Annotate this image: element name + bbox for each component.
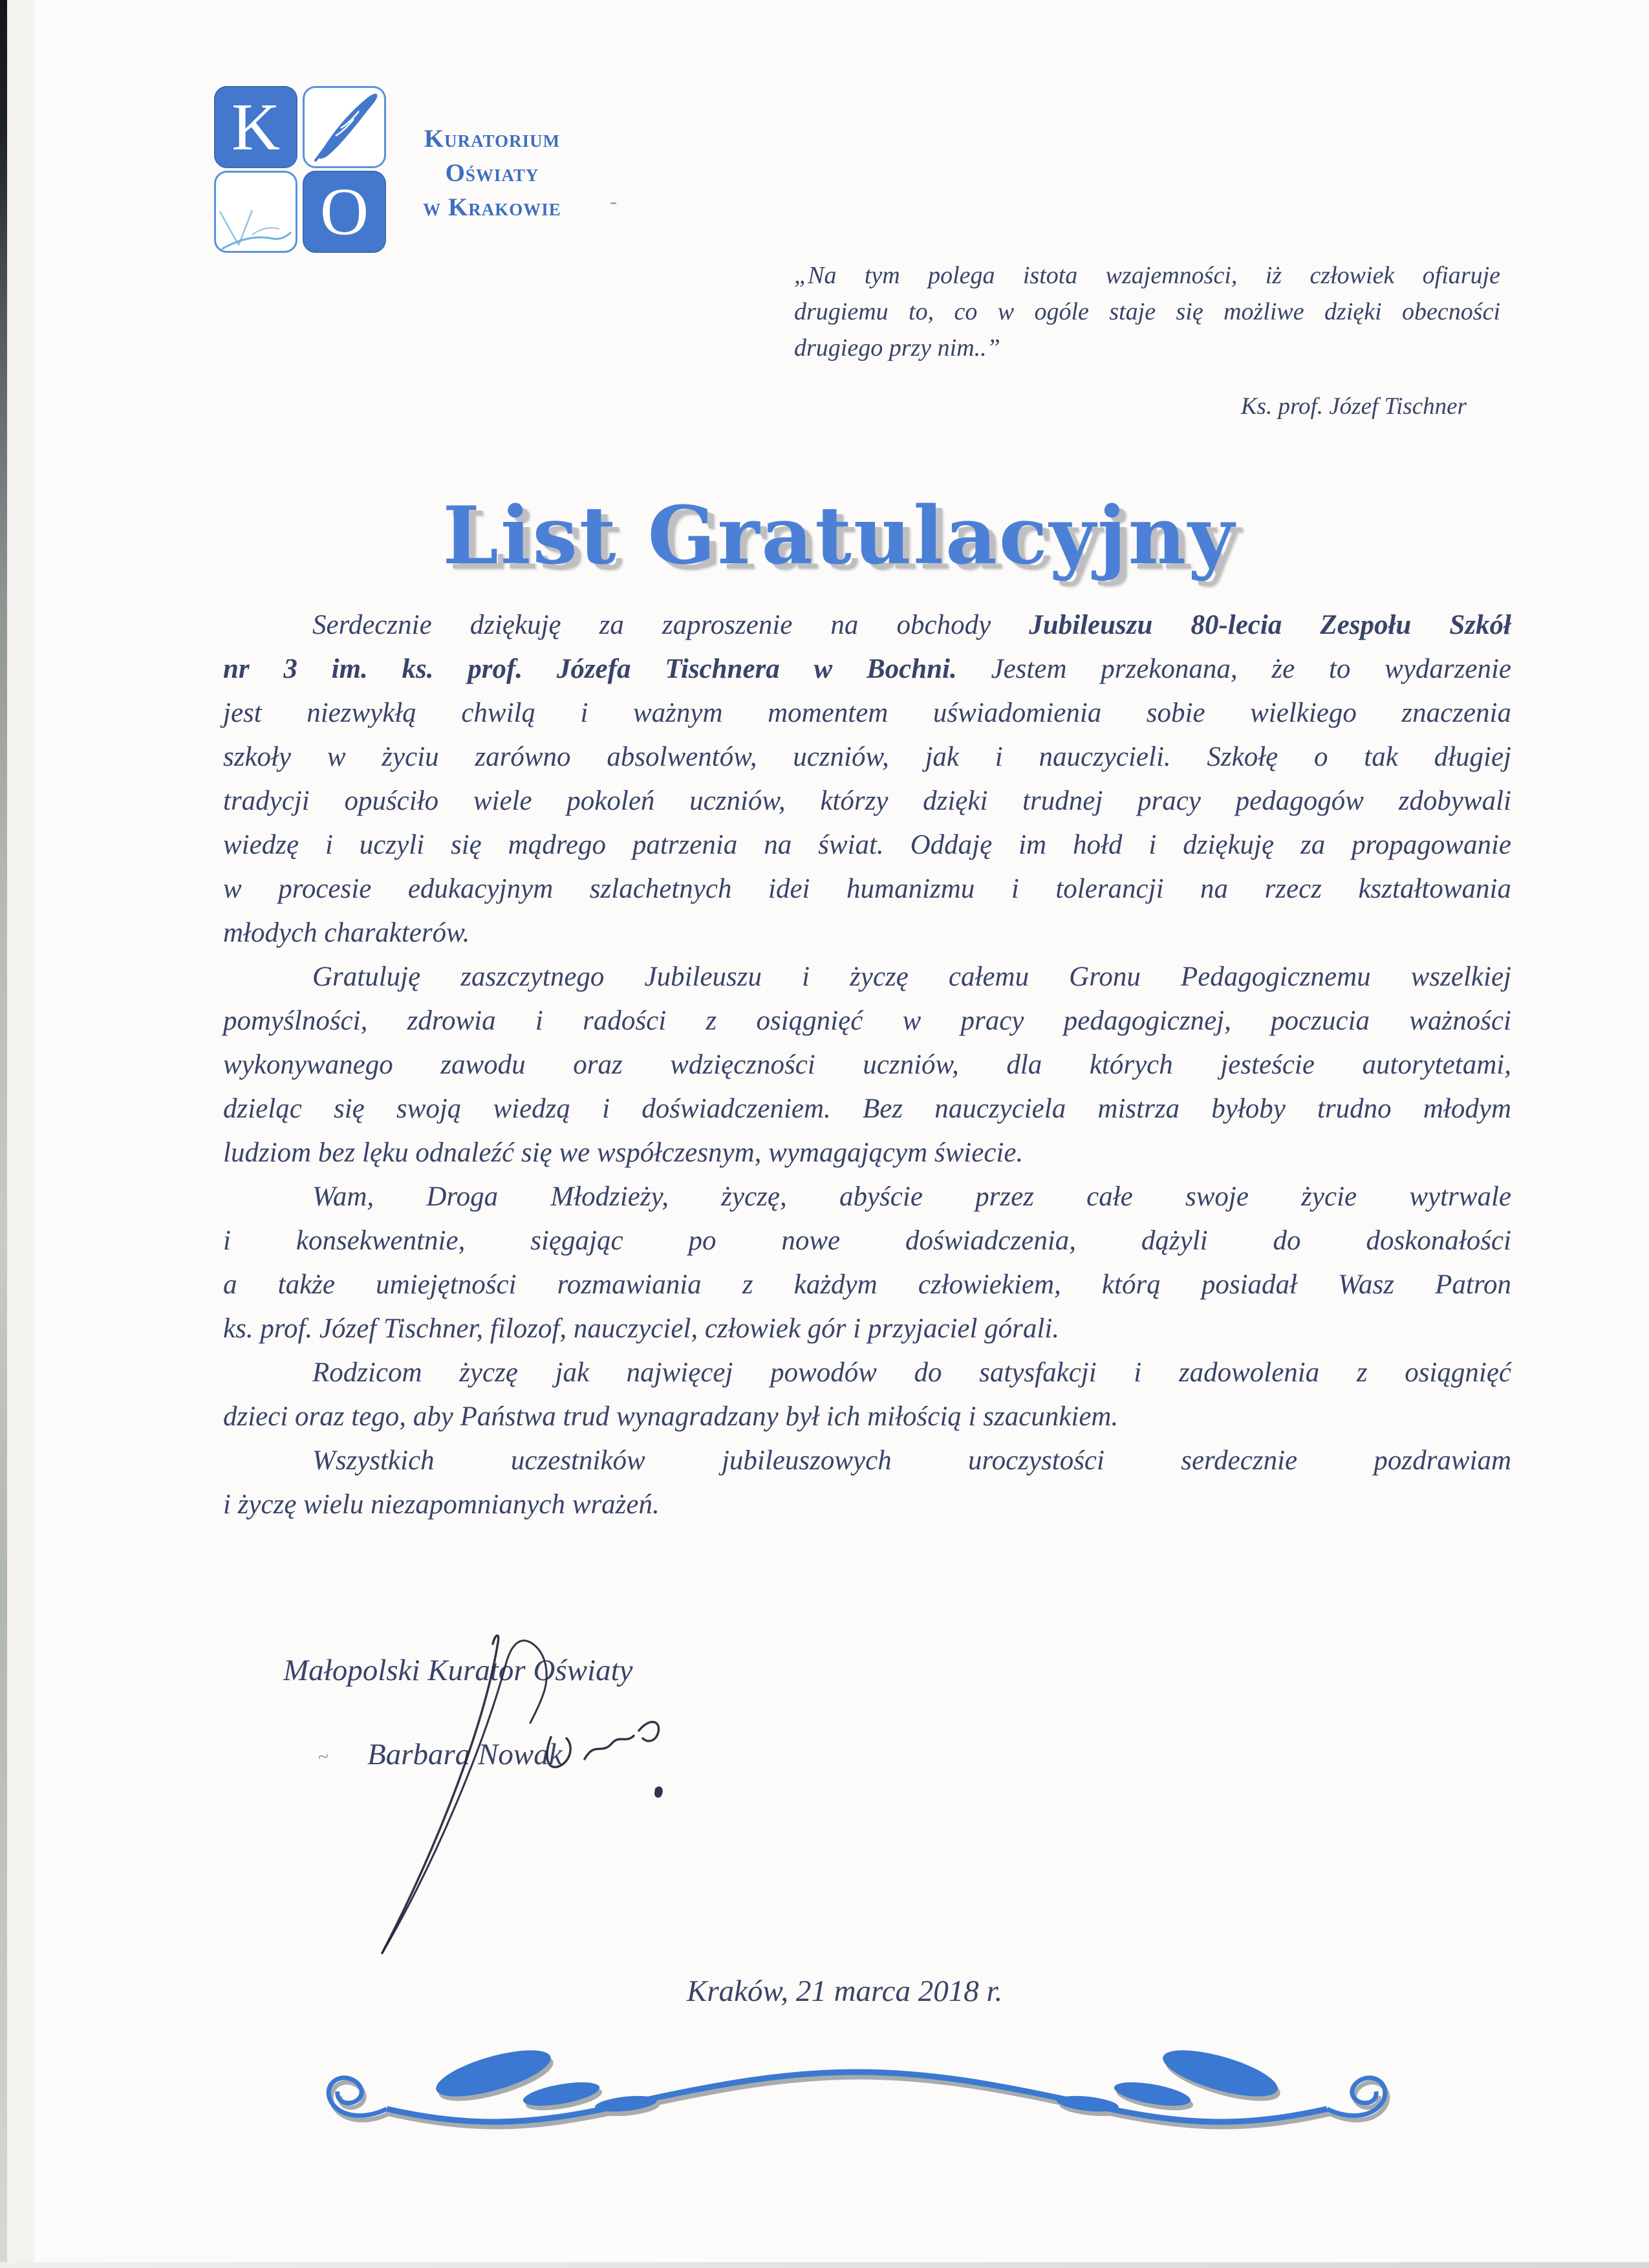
logo-grid xyxy=(214,86,386,253)
quote-line: drugiemu to, co w ogóle staje się możliwe dzięki obecności xyxy=(794,298,1500,325)
body-segment: tradycji opuściło wiele pokoleń uczniów, którzy dzięki trudnej pracy pedagogów zdobywali xyxy=(223,786,1511,816)
body-line xyxy=(223,647,1511,691)
flourish-main xyxy=(329,2042,1385,2122)
body-segment: młodych charakterów. xyxy=(223,918,470,948)
body-line xyxy=(223,1395,1511,1439)
body-line xyxy=(223,1131,1511,1175)
body-segment: wykonywanego zawodu oraz wdzięczności uczniów, dla których jesteście autorytetami, xyxy=(223,1050,1511,1080)
body-segment: wiedzę i uczyli się mądrego patrzenia na świat. Oddaję im hołd i dziękuję za propagowanie xyxy=(223,830,1511,860)
handwritten-signature xyxy=(357,1568,693,1962)
flourish-divider xyxy=(309,2042,1405,2159)
body-line xyxy=(223,955,1511,999)
body-line xyxy=(223,1351,1511,1395)
logo-org-line-1: Kuratorium xyxy=(424,125,561,153)
dateline: Kraków, 21 marca 2018 r. xyxy=(687,1974,1003,2008)
body-segment: a także umiejętności rozmawiania z każdym człowiekiem, którą posiadał Wasz Patron xyxy=(223,1269,1511,1300)
signer-name: Barbara Nowak xyxy=(367,1738,563,1771)
body-line xyxy=(223,1483,1511,1527)
scan-dash-mark: - xyxy=(610,189,618,213)
page-title: List Gratulacyjny xyxy=(442,490,1236,583)
epigraph-quote xyxy=(794,257,1500,423)
logo-letter-o: O xyxy=(319,175,369,249)
body-segment-bold: Jubileuszu 80-lecia Zespołu Szkół xyxy=(1029,610,1511,640)
body-segment: Wszystkich uczestników jubileuszowych uroczystości serdecznie pozdrawiam xyxy=(312,1445,1511,1476)
body-segment: w procesie edukacyjnym szlachetnych idei humanizmu i tolerancji na rzecz kształtowania xyxy=(223,874,1511,904)
logo-org-line-3: w Krakowie xyxy=(423,193,561,221)
body-line xyxy=(223,867,1511,911)
logo-square-quill xyxy=(303,86,386,168)
body-line xyxy=(223,999,1511,1043)
body-segment: i życzę wielu niezapomnianych wrażeń. xyxy=(223,1489,660,1520)
body-line xyxy=(223,1087,1511,1131)
quote-attribution: Ks. prof. Józef Tischner xyxy=(1240,393,1467,420)
body-line xyxy=(223,1307,1511,1351)
scan-edge-left xyxy=(0,0,7,2268)
body-segment: dzieląc się swoją wiedzą i doświadczeniem. Bez nauczyciela mistrza byłoby trudno młodym xyxy=(223,1094,1511,1124)
body-line xyxy=(223,823,1511,867)
body-segment: Serdecznie dziękuję za zaproszenie na obchody xyxy=(312,610,1029,640)
body-segment: szkoły w życiu zarówno absolwentów, uczniów, jak i nauczycieli. Szkołę o tak długiej xyxy=(223,742,1511,772)
logo-square-o xyxy=(303,171,386,253)
body-line xyxy=(223,1439,1511,1483)
logo-org-name xyxy=(379,122,605,224)
signer-role: Małopolski Kurator Oświaty xyxy=(283,1654,633,1687)
scan-tilde-mark: ~ xyxy=(316,1745,330,1768)
body-line xyxy=(223,1219,1511,1263)
body-segment: jest niezwykłą chwilą i ważnym momentem uświadomienia sobie wielkiego znaczenia xyxy=(223,698,1511,728)
body-segment: Jestem przekonana, że to wydarzenie xyxy=(956,654,1512,684)
body-line xyxy=(223,1263,1511,1307)
quill-icon xyxy=(305,88,384,166)
body-segment: ludziom bez lęku odnaleźć się we współczesnym, wymagającym świecie. xyxy=(223,1138,1024,1168)
body-line xyxy=(223,735,1511,779)
body-segment: Wam, Droga Młodzieży, życzę, abyście przez całe swoje życie wytrwale xyxy=(312,1182,1511,1212)
body-segment-bold: nr 3 im. ks. prof. Józefa Tischnera w Bochni. xyxy=(223,654,957,684)
quote-lines xyxy=(794,257,1500,366)
body-segment: i konsekwentnie, sięgając po nowe doświadczenia, dążyli do doskonałości xyxy=(223,1226,1511,1256)
scan-edge-left-light xyxy=(7,0,34,2268)
body-text xyxy=(223,603,1511,1527)
body-line xyxy=(223,691,1511,735)
logo-letter-k: K xyxy=(231,90,281,164)
open-book-icon xyxy=(216,173,296,251)
body-line xyxy=(223,779,1511,823)
logo-square-k xyxy=(214,86,297,168)
body-segment: dzieci oraz tego, aby Państwa trud wynagradzany był ich miłością i szacunkiem. xyxy=(223,1401,1119,1432)
body-segment: Gratuluję zaszczytnego Jubileuszu i życzę całemu Gronu Pedagogicznemu wszelkiej xyxy=(312,962,1511,992)
body-line xyxy=(223,911,1511,955)
body-line xyxy=(223,1043,1511,1087)
scan-edge-bottom xyxy=(0,2262,1649,2268)
body-segment: ks. prof. Józef Tischner, filozof, nauczyciel, człowiek gór i przyjaciel górali. xyxy=(223,1313,1060,1344)
body-segment: pomyślności, zdrowia i radości z osiągnięć w pracy pedagogicznej, poczucia ważności xyxy=(223,1006,1511,1036)
logo-square-book xyxy=(214,171,297,253)
body-line xyxy=(223,603,1511,647)
quote-line: drugiego przy nim..” xyxy=(794,334,1000,362)
body-line xyxy=(223,1175,1511,1219)
kuratorium-logo xyxy=(214,86,618,261)
logo-org-line-2: Oświaty xyxy=(445,159,539,187)
quote-line: „Na tym polega istota wzajemności, iż człowiek ofiaruje xyxy=(794,262,1500,289)
body-segment: Rodzicom życzę jak najwięcej powodów do satysfakcji i zadowolenia z osiągnięć xyxy=(312,1357,1511,1388)
